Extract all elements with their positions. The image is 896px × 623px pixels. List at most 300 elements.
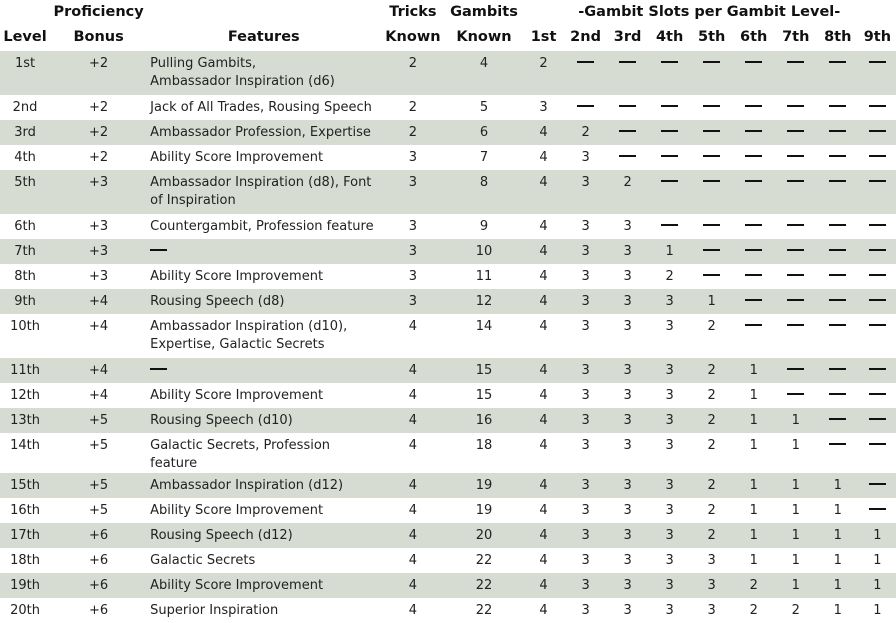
- gambit-slot-cell: 3: [649, 473, 691, 498]
- dash-mark: [787, 368, 804, 370]
- table-row: [0, 314, 896, 358]
- features-cell: Pulling Gambits, Ambassador Inspiration (d6): [147, 51, 380, 95]
- gambit-slot-cell: 2: [691, 408, 733, 433]
- dash-mark: [787, 224, 804, 226]
- features-cell: Countergambit, Profession feature: [150, 219, 374, 234]
- gambit-slot-cell: 2: [523, 51, 565, 95]
- gambit-slot-cell: 3: [623, 503, 632, 518]
- gambits-known-cell: 22: [445, 573, 522, 598]
- dash-mark: [577, 61, 594, 63]
- gambit-slot-cell: [775, 145, 817, 170]
- gambit-slot-cell: 1: [791, 553, 800, 568]
- gambits-known-cell: 10: [445, 239, 522, 264]
- features-cell: Rousing Speech (d8): [147, 289, 380, 314]
- header-gambits-known: Known: [456, 29, 512, 45]
- level-cell: 3rd: [0, 120, 50, 145]
- gambit-slot-cell: 2: [749, 603, 758, 618]
- level-cell: 4th: [14, 150, 36, 165]
- header-proficiency: Proficiency: [53, 4, 144, 20]
- proficiency-bonus-cell: +5: [89, 438, 109, 453]
- proficiency-bonus-cell: +5: [50, 473, 147, 498]
- gambit-slot-cell: 2: [707, 438, 716, 453]
- gambit-slot-cell: 1: [873, 603, 882, 618]
- table-row: [0, 573, 896, 598]
- dash-mark: [787, 393, 804, 395]
- gambit-slot-cell: 1: [775, 473, 817, 498]
- proficiency-bonus-cell: +5: [89, 503, 109, 518]
- dash-mark: [703, 130, 720, 132]
- gambits-known-cell: 19: [475, 503, 493, 518]
- gambit-slot-cell: [817, 314, 859, 358]
- level-cell: 15th: [0, 473, 50, 498]
- gambit-slot-cell: 3: [665, 388, 674, 403]
- dash-mark: [661, 224, 678, 226]
- gambits-known-cell: 11: [475, 269, 493, 284]
- dash-mark: [745, 299, 762, 301]
- proficiency-bonus-cell: +5: [50, 408, 147, 433]
- dash-mark: [787, 324, 804, 326]
- tricks-known-cell: 4: [380, 358, 445, 383]
- gambit-slot-cell: 2: [691, 473, 733, 498]
- gambit-slot-cell: 3: [565, 289, 607, 314]
- dash-mark: [619, 105, 636, 107]
- dash-mark: [869, 249, 886, 251]
- gambit-slot-cell: 4: [523, 120, 565, 145]
- gambit-slot-cell: [817, 51, 859, 95]
- features-cell: Ambassador Inspiration (d12): [147, 473, 380, 498]
- gambit-slot-cell: [859, 433, 896, 473]
- gambit-slot-cell: 4: [523, 523, 565, 548]
- gambit-slot-cell: 2: [691, 523, 733, 548]
- gambit-slot-cell: [859, 289, 896, 314]
- gambit-slot-cell: 1: [817, 523, 859, 548]
- gambit-slot-cell: 3: [649, 523, 691, 548]
- tricks-known-cell: 4: [408, 503, 418, 518]
- gambit-slot-cell: [691, 264, 733, 289]
- header-features-top: [147, 0, 380, 25]
- gambit-slot-cell: [607, 95, 649, 120]
- table-row: [0, 145, 896, 170]
- gambit-slot-cell: [649, 51, 691, 95]
- tricks-known-cell: 2: [380, 120, 445, 145]
- table-row: [0, 523, 896, 548]
- dash-mark: [869, 418, 886, 420]
- gambit-slot-cell: 1: [749, 438, 758, 453]
- dash-mark: [787, 299, 804, 301]
- gambits-known-cell: 8: [445, 170, 522, 214]
- gambit-slot-cell: 1: [775, 573, 817, 598]
- gambit-slot-cell: 3: [607, 358, 649, 383]
- gambit-slot-cell: [691, 214, 733, 239]
- gambit-slot-cell: 4: [523, 408, 565, 433]
- header-level: Level: [3, 29, 47, 45]
- gambit-slot-cell: [775, 51, 817, 95]
- dash-mark: [619, 61, 636, 63]
- features-cell: Ambassador Inspiration (d8), Font of Inspiration: [147, 170, 380, 214]
- gambit-slot-cell: [775, 120, 817, 145]
- gambit-slot-cell: 3: [707, 553, 716, 568]
- gambit-slot-cell: [733, 120, 775, 145]
- dash-mark: [745, 155, 762, 157]
- tricks-known-cell: 4: [380, 573, 445, 598]
- gambit-slot-cell: 4: [539, 150, 548, 165]
- header-slot-1st: 1st: [530, 29, 557, 45]
- tricks-known-cell: 4: [380, 523, 445, 548]
- gambit-slot-cell: 1: [733, 523, 775, 548]
- dash-mark: [745, 224, 762, 226]
- features-cell: Superior Inspiration: [150, 603, 279, 618]
- proficiency-bonus-cell: +6: [89, 603, 109, 618]
- gambit-slot-cell: 3: [565, 473, 607, 498]
- gambit-slot-cell: 3: [607, 523, 649, 548]
- gambits-known-cell: 20: [445, 523, 522, 548]
- gambit-slot-cell: 4: [539, 388, 548, 403]
- gambit-slot-cell: 3: [607, 408, 649, 433]
- level-cell: 9th: [0, 289, 50, 314]
- tricks-known-cell: 4: [408, 603, 418, 618]
- gambit-slot-cell: 4: [523, 289, 565, 314]
- gambit-slot-cell: 3: [649, 358, 691, 383]
- gambit-slot-cell: 2: [665, 269, 674, 284]
- gambit-slot-cell: [775, 383, 817, 408]
- gambit-slot-cell: 3: [607, 573, 649, 598]
- gambit-slot-cell: 3: [623, 438, 632, 453]
- gambit-slot-cell: 1: [733, 408, 775, 433]
- gambit-slot-cell: [859, 314, 896, 358]
- dash-mark: [619, 155, 636, 157]
- gambits-known-cell: 5: [479, 100, 489, 115]
- dash-mark: [829, 249, 846, 251]
- gambit-slot-cell: 4: [523, 170, 565, 214]
- dash-mark: [150, 368, 167, 370]
- header-level-top: [0, 0, 50, 25]
- features-cell: Rousing Speech (d10): [147, 408, 380, 433]
- gambit-slot-cell: 3: [607, 239, 649, 264]
- dash-mark: [829, 130, 846, 132]
- dash-mark: [577, 105, 594, 107]
- gambit-slot-cell: [733, 264, 775, 289]
- gambit-slot-cell: [775, 264, 817, 289]
- features-cell: Jack of All Trades, Rousing Speech: [150, 100, 372, 115]
- dash-mark: [869, 105, 886, 107]
- dash-mark: [661, 61, 678, 63]
- dash-mark: [787, 61, 804, 63]
- gambit-slot-cell: 1: [691, 289, 733, 314]
- gambit-slot-cell: [733, 170, 775, 214]
- gambit-slot-cell: 3: [665, 319, 674, 334]
- gambit-slot-cell: 3: [581, 319, 590, 334]
- gambits-known-cell: 4: [445, 51, 522, 95]
- gambit-slot-cell: [817, 170, 859, 214]
- gambit-slot-cell: [859, 239, 896, 264]
- dash-mark: [787, 274, 804, 276]
- gambit-slot-cell: 4: [523, 239, 565, 264]
- gambit-slot-cell: 3: [623, 553, 632, 568]
- dash-mark: [869, 443, 886, 445]
- header-row-bottom: [0, 25, 896, 51]
- proficiency-bonus-cell: +3: [50, 170, 147, 214]
- gambit-slot-cell: [565, 95, 607, 120]
- dash-mark: [787, 249, 804, 251]
- proficiency-bonus-cell: +6: [89, 553, 109, 568]
- gambit-slot-cell: 1: [775, 408, 817, 433]
- table-row: [0, 473, 896, 498]
- table-row: [0, 264, 896, 289]
- gambit-slot-cell: [565, 51, 607, 95]
- gambit-slot-cell: 4: [539, 269, 548, 284]
- header-gambits: Gambits: [450, 4, 518, 20]
- level-cell: 7th: [0, 239, 50, 264]
- gambit-slot-cell: 1: [859, 523, 896, 548]
- features-cell: Ability Score Improvement: [150, 150, 324, 165]
- gambit-slot-cell: 3: [581, 388, 590, 403]
- gambit-slot-cell: [691, 145, 733, 170]
- header-slot-5th: 5th: [698, 29, 726, 45]
- gambit-slot-cell: [817, 264, 859, 289]
- dash-mark: [661, 180, 678, 182]
- gambit-slot-cell: [775, 95, 817, 120]
- tricks-known-cell: 3: [408, 269, 418, 284]
- proficiency-bonus-cell: +6: [50, 573, 147, 598]
- gambit-slot-cell: [691, 120, 733, 145]
- gambits-known-cell: 15: [475, 388, 493, 403]
- proficiency-bonus-cell: +4: [89, 319, 109, 334]
- gambit-slot-cell: 4: [539, 503, 548, 518]
- gambit-slot-cell: [691, 51, 733, 95]
- gambit-slot-cell: 1: [749, 553, 758, 568]
- gambit-slot-cell: 4: [523, 573, 565, 598]
- dash-mark: [829, 299, 846, 301]
- level-cell: 17th: [0, 523, 50, 548]
- dash-mark: [745, 61, 762, 63]
- gambit-slot-cell: 3: [665, 503, 674, 518]
- proficiency-bonus-cell: +3: [89, 269, 109, 284]
- dash-mark: [703, 249, 720, 251]
- tricks-known-cell: 3: [380, 289, 445, 314]
- gambit-slot-cell: 3: [581, 553, 590, 568]
- level-cell: 2nd: [12, 100, 38, 115]
- gambit-slot-cell: 4: [539, 553, 548, 568]
- gambit-slot-cell: 2: [791, 603, 800, 618]
- level-cell: 20th: [10, 603, 40, 618]
- gambit-slot-cell: [817, 358, 859, 383]
- dash-mark: [703, 105, 720, 107]
- gambit-slot-cell: 3: [649, 289, 691, 314]
- dash-mark: [869, 393, 886, 395]
- gambit-slot-cell: 4: [539, 319, 548, 334]
- level-cell: 10th: [10, 319, 40, 334]
- proficiency-bonus-cell: +2: [89, 100, 109, 115]
- gambit-slot-cell: 3: [565, 573, 607, 598]
- gambits-known-cell: 19: [445, 473, 522, 498]
- dash-mark: [869, 155, 886, 157]
- gambit-slot-cell: 1: [791, 438, 800, 453]
- gambit-slot-cell: 3: [623, 219, 632, 234]
- level-cell: 13th: [0, 408, 50, 433]
- gambit-slot-cell: [859, 358, 896, 383]
- table-row: [0, 433, 896, 473]
- gambit-slot-cell: 3: [581, 503, 590, 518]
- gambit-slot-cell: 2: [607, 170, 649, 214]
- gambit-slot-cell: 1: [833, 603, 842, 618]
- gambit-slot-cell: [859, 383, 896, 408]
- dash-mark: [829, 155, 846, 157]
- gambit-slot-cell: 3: [607, 289, 649, 314]
- gambit-slot-cell: [649, 95, 691, 120]
- gambit-slot-cell: 1: [873, 553, 882, 568]
- gambit-slot-cell: [775, 358, 817, 383]
- gambit-slot-cell: [859, 214, 896, 239]
- proficiency-bonus-cell: +4: [50, 358, 147, 383]
- dash-mark: [703, 61, 720, 63]
- level-cell: 16th: [10, 503, 40, 518]
- gambit-slot-cell: 2: [707, 319, 716, 334]
- gambit-slot-cell: [859, 51, 896, 95]
- gambit-slot-cell: [859, 498, 896, 523]
- gambit-slot-cell: [817, 120, 859, 145]
- table-row: [0, 289, 896, 314]
- dash-mark: [869, 224, 886, 226]
- tricks-known-cell: 2: [380, 51, 445, 95]
- level-cell: 5th: [0, 170, 50, 214]
- gambit-slot-cell: 1: [733, 358, 775, 383]
- proficiency-bonus-cell: +2: [89, 150, 109, 165]
- gambit-slot-cell: 1: [817, 573, 859, 598]
- gambit-slot-cell: 3: [581, 438, 590, 453]
- gambit-slot-cell: 3: [565, 239, 607, 264]
- gambit-slot-cell: 1: [859, 573, 896, 598]
- gambit-slot-cell: [859, 264, 896, 289]
- gambit-slot-cell: [607, 51, 649, 95]
- proficiency-bonus-cell: +4: [50, 289, 147, 314]
- gambit-slot-cell: 3: [607, 473, 649, 498]
- dash-mark: [745, 130, 762, 132]
- dash-mark: [829, 180, 846, 182]
- gambit-slot-cell: 3: [565, 408, 607, 433]
- gambit-slot-cell: 4: [523, 473, 565, 498]
- dash-mark: [703, 274, 720, 276]
- gambits-known-cell: 14: [475, 319, 493, 334]
- header-row-top: [0, 0, 896, 25]
- table-row: [0, 408, 896, 433]
- gambit-slot-cell: [733, 145, 775, 170]
- header-features: Features: [227, 29, 300, 45]
- table-row: [0, 239, 896, 264]
- features-cell: Ambassador Profession, Expertise: [147, 120, 380, 145]
- header-bonus: Bonus: [73, 29, 124, 45]
- proficiency-bonus-cell: +3: [89, 219, 109, 234]
- proficiency-bonus-cell: +6: [50, 523, 147, 548]
- dash-mark: [787, 180, 804, 182]
- table-row: [0, 120, 896, 145]
- features-cell: Galactic Secrets, Profession feature: [150, 438, 331, 471]
- gambit-slot-cell: 3: [649, 408, 691, 433]
- dash-mark: [869, 61, 886, 63]
- gambit-slot-cell: 4: [539, 219, 548, 234]
- tricks-known-cell: 4: [408, 438, 418, 453]
- gambits-known-cell: 12: [445, 289, 522, 314]
- tricks-known-cell: 3: [380, 170, 445, 214]
- dash-mark: [869, 324, 886, 326]
- gambit-slot-cell: [649, 170, 691, 214]
- gambit-slot-cell: [817, 433, 859, 473]
- gambit-slot-cell: [691, 170, 733, 214]
- features-cell: Rousing Speech (d12): [147, 523, 380, 548]
- gambit-slot-cell: 3: [581, 269, 590, 284]
- gambit-slot-cell: [733, 95, 775, 120]
- header-slot-7th: 7th: [782, 29, 810, 45]
- gambit-slot-cell: 1: [775, 523, 817, 548]
- header-slot-2nd: 2nd: [570, 29, 601, 45]
- gambit-slot-cell: 1: [791, 503, 800, 518]
- dash-mark: [829, 443, 846, 445]
- gambit-slot-cell: 2: [707, 503, 716, 518]
- gambit-slot-cell: [607, 120, 649, 145]
- gambits-known-cell: 16: [445, 408, 522, 433]
- table-row: [0, 383, 896, 408]
- table-row: [0, 498, 896, 523]
- dash-mark: [745, 105, 762, 107]
- gambit-slot-cell: 3: [565, 358, 607, 383]
- gambit-slot-cell: [817, 239, 859, 264]
- gambit-slot-cell: [649, 145, 691, 170]
- dash-mark: [745, 274, 762, 276]
- tricks-known-cell: 4: [408, 553, 418, 568]
- gambit-slot-cell: 3: [665, 438, 674, 453]
- dash-mark: [703, 180, 720, 182]
- level-cell: 12th: [10, 388, 40, 403]
- gambit-slot-cell: [775, 314, 817, 358]
- dash-mark: [745, 324, 762, 326]
- table-row: [0, 598, 896, 623]
- dash-mark: [829, 324, 846, 326]
- gambit-slot-cell: [859, 473, 896, 498]
- level-cell: 19th: [0, 573, 50, 598]
- gambit-slot-cell: [691, 239, 733, 264]
- gambit-slot-cell: [859, 170, 896, 214]
- dash-mark: [869, 508, 886, 510]
- dash-mark: [869, 299, 886, 301]
- gambit-slot-cell: [817, 289, 859, 314]
- features-cell: [147, 358, 380, 383]
- gambit-slot-cell: 1: [749, 388, 758, 403]
- header-tricks: Tricks: [389, 4, 437, 20]
- dash-mark: [829, 224, 846, 226]
- dash-mark: [869, 274, 886, 276]
- gambit-slot-cell: 3: [581, 219, 590, 234]
- dash-mark: [787, 130, 804, 132]
- proficiency-bonus-cell: +4: [89, 388, 109, 403]
- dash-mark: [661, 130, 678, 132]
- features-cell: Ability Score Improvement: [147, 573, 380, 598]
- features-cell: Ambassador Inspiration (d10), Expertise, Galactic Secrets: [150, 319, 348, 352]
- gambit-slot-cell: [817, 214, 859, 239]
- tricks-known-cell: 4: [380, 473, 445, 498]
- tricks-known-cell: 3: [380, 239, 445, 264]
- dash-mark: [869, 180, 886, 182]
- table-row: [0, 358, 896, 383]
- dash-mark: [829, 393, 846, 395]
- dash-mark: [787, 105, 804, 107]
- header-slot-9th: 9th: [863, 29, 892, 45]
- header-tricks-known: Known: [385, 29, 441, 45]
- gambit-slot-cell: [817, 95, 859, 120]
- gambit-slot-cell: [733, 51, 775, 95]
- gambit-slot-cell: [733, 239, 775, 264]
- gambits-known-cell: 6: [445, 120, 522, 145]
- proficiency-bonus-cell: +2: [50, 51, 147, 95]
- dash-mark: [745, 180, 762, 182]
